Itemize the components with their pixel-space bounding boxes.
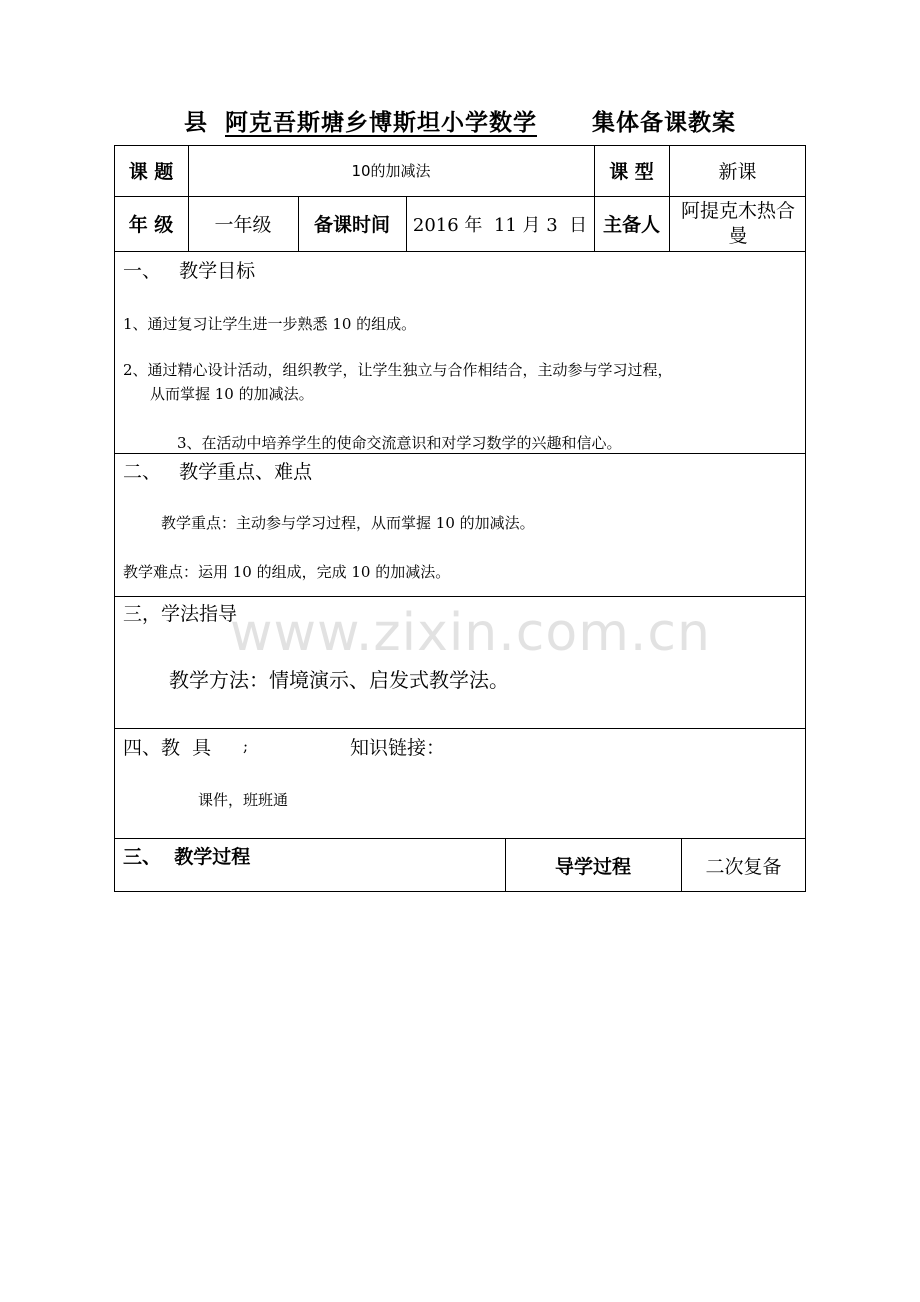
second-review-label: 二次复备 — [705, 855, 782, 878]
time-label: 备课时间 — [313, 214, 390, 236]
host-label: 主备人 — [602, 214, 660, 236]
tools-semicolon: ; — [243, 737, 249, 755]
goal-item-2-line-2: 从而掌握 10 的加减法。 — [150, 385, 314, 403]
tools-content: 课件，班班通 — [198, 791, 289, 809]
document-title — [0, 104, 920, 137]
method-content: 教学方法：情境演示、启发式教学法。 — [169, 668, 509, 692]
school-name: 阿克吾斯塘乡博斯坦小学数学 — [225, 110, 537, 136]
title-suffix: 集体备课教案 — [592, 110, 737, 136]
watermark: www.zixin.com.cn — [230, 603, 711, 663]
topic-value: 10的加减法 — [351, 162, 431, 180]
key-points-heading: 二、 教学重点、难点 — [123, 461, 313, 483]
process-heading: 三、 教学过程 — [123, 846, 251, 868]
goal-item-3: 3、在活动中培养学生的使命交流意识和对学习数学的兴趣和信心。 — [177, 434, 622, 452]
method-heading: 三，学法指导 — [123, 603, 238, 625]
knowledge-link-label: 知识链接： — [350, 737, 446, 759]
tools-heading: 四、教 具 — [123, 737, 212, 759]
goals-heading: 一、 教学目标 — [123, 260, 256, 282]
time-value: 2016 年 11 月 3 日 — [412, 214, 588, 236]
key-point: 教学重点：主动参与学习过程，从而掌握 10 的加减法。 — [161, 514, 535, 532]
type-value: 新课 — [718, 161, 757, 183]
topic-label: 课 题 — [128, 161, 174, 183]
title-prefix: 县 — [183, 110, 208, 136]
guide-process-label: 导学过程 — [554, 855, 631, 878]
host-value: 阿提克木热合曼 — [680, 199, 795, 247]
type-label: 课 型 — [609, 161, 654, 183]
grade-value: 一年级 — [214, 214, 272, 236]
goal-item-2-line-1: 2、通过精心设计活动，组织教学，让学生独立与合作相结合，主动参与学习过程， — [123, 361, 673, 379]
goal-item-1: 1、通过复习让学生进一步熟悉 10 的组成。 — [123, 315, 417, 333]
difficult-point: 教学难点：运用 10 的组成，完成 10 的加减法。 — [123, 563, 451, 581]
grade-label: 年 级 — [128, 214, 174, 236]
